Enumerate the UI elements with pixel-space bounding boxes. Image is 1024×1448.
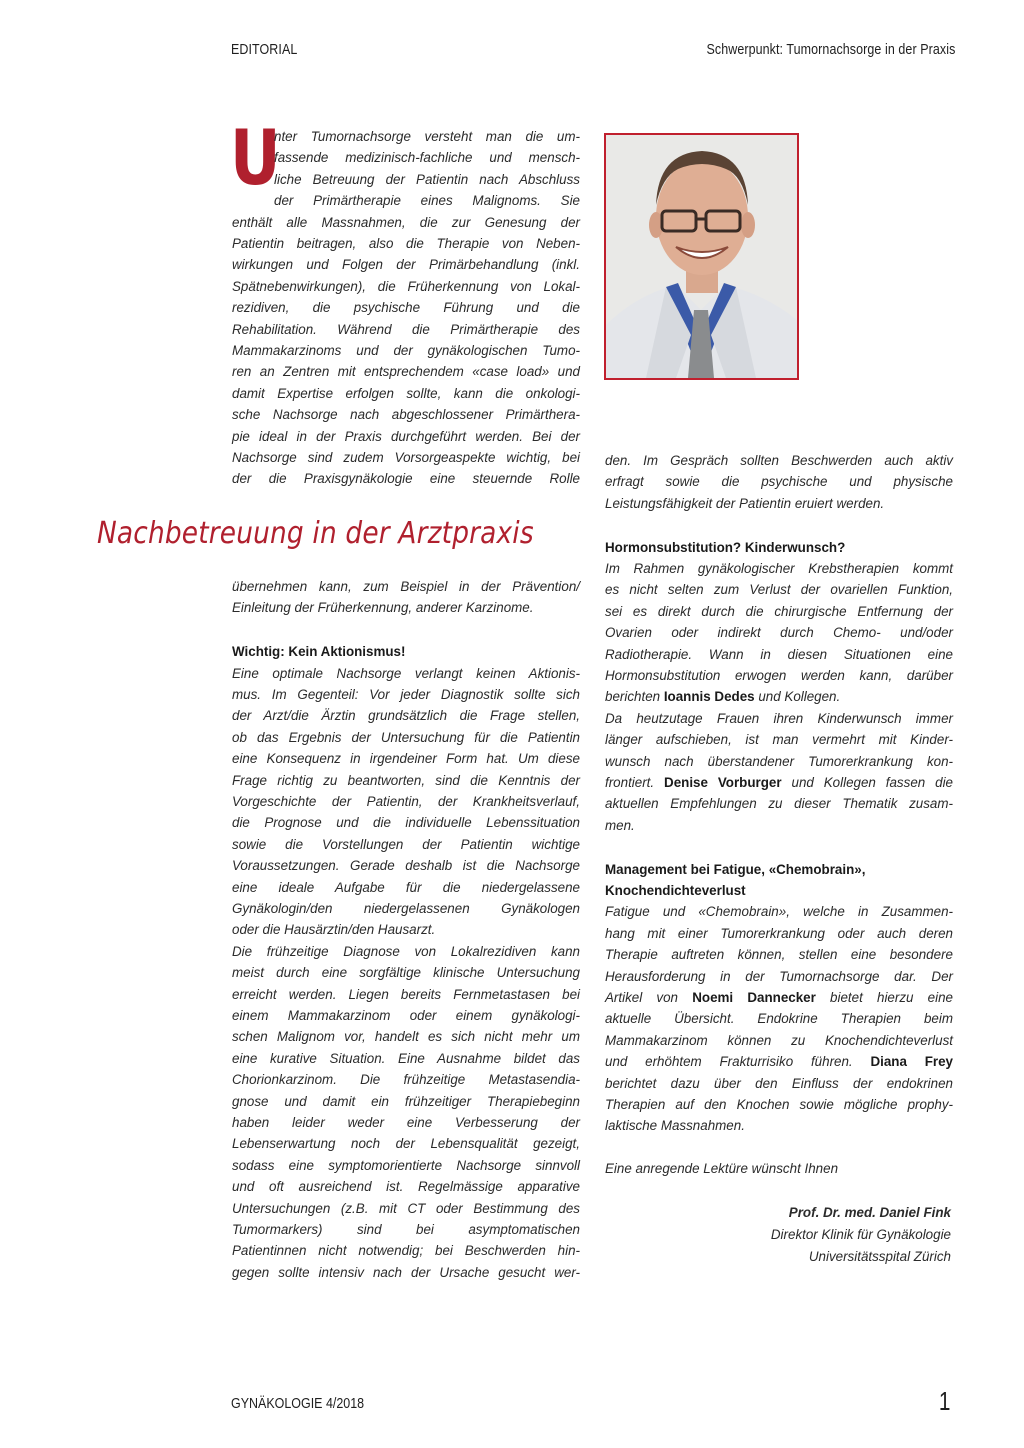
author-photo: [604, 133, 799, 380]
text-line: berichtet dazu über den Einfluss der endokrinen: [605, 1075, 953, 1091]
text-line: einem Mammakarzinom oder einem gynäkologi-: [232, 1008, 580, 1023]
text-line: Frage richtig zu beantworten, sind die Kenntnis der: [232, 772, 580, 788]
text-line: nter Tumornachsorge versteht man die um-: [274, 129, 580, 144]
text-line: meist durch eine sorgfältige klinische Untersuchung: [232, 965, 580, 981]
text-line: Herausforderung in der Tumornachsorge dar. Der: [605, 968, 953, 984]
text-line: schen Malignom vor, handelt es sich nicht mehr um: [232, 1029, 580, 1045]
text-line: Leistungsfähigkeit der Patientin eruiert werden.: [605, 495, 885, 511]
author-name: Denise Vorburger: [664, 775, 782, 790]
text-line: haben leider weder eine Verbesserung der: [232, 1115, 580, 1130]
section-label: EDITORIAL: [231, 42, 298, 58]
signature-role: Direktor Klinik für Gynäkologie: [770, 1227, 951, 1242]
subheading-fatigue: Management bei Fatigue, «Chemobrain»,: [605, 861, 866, 877]
text-line: den. Im Gespräch sollten Beschwerden auch aktiv: [605, 453, 953, 468]
text-line: oder die Hausärztin/den Hausarzt.: [232, 922, 436, 938]
text-line: eine ideale Aufgabe für die niedergelassene: [232, 879, 580, 895]
text-line: Nachsorge sind zudem Vorsorgeaspekte wichtig, bei: [232, 450, 580, 465]
text-line: Einleitung der Früherkennung, anderer Karzinome.: [232, 600, 534, 616]
subheading-aktionismus: Wichtig: Kein Aktionismus!: [232, 644, 406, 660]
text-line: sei es direkt durch die chirurgische Entfernung der: [605, 603, 953, 619]
text-line: Spätnebenwirkungen), die Früherkennung von Lokal-: [232, 278, 580, 294]
closing-line: Eine anregende Lektüre wünscht Ihnen: [605, 1161, 839, 1176]
text-line: gegen sollte intensiv nach der Ursache gesucht wer-: [232, 1264, 580, 1280]
text-line: Therapien auf den Knochen sowie mögliche prophy-: [605, 1097, 953, 1112]
text-line: aktuelle Übersicht. Endokrine Therapien beim: [605, 1011, 953, 1027]
text-line: Tumormarkers) sind bei asymptomatischen: [232, 1222, 580, 1237]
text-line: Artikel von Noemi Dannecker bietet hierzu eine: [605, 990, 953, 1005]
text-line: wirkungen und Folgen der Primärbehandlung (inkl.: [232, 257, 580, 273]
text-line: ob das Ergebnis der Untersuchung für die Patientin: [232, 729, 580, 745]
text-line: Patientin beitragen, also die Therapie von Neben-: [232, 236, 580, 251]
text-line: und oft ausreichend ist. Regelmässige apparative: [232, 1179, 580, 1195]
text-line: Fatigue und «Chemobrain», welche in Zusammen-: [605, 904, 953, 920]
text-line: Mammakarzinom können zu Knochendichteverlust: [605, 1032, 953, 1048]
text-line: fassende medizinisch-fachliche und mensch-: [274, 150, 580, 166]
text-line: es nicht selten zum Verlust der ovariellen Funktion,: [605, 582, 953, 598]
text-line: Voraussetzungen. Gerade deshalb ist die Nachsorge: [232, 858, 580, 874]
text-line: pie ideal in der Praxis durchgeführt werden. Bei der: [232, 428, 580, 444]
text-line: aktuellen Empfehlungen zu dieser Thematik zusam-: [605, 796, 953, 812]
text-line: Patientinnen nicht notwendig; bei Beschwerden hin-: [232, 1243, 580, 1259]
text-line: enthält alle Massnahmen, die zur Genesung der: [232, 214, 580, 230]
journal-issue: GYNÄKOLOGIE 4/2018: [231, 1396, 365, 1412]
text-line: eine kurative Situation. Eine Ausnahme bildet das: [232, 1050, 580, 1066]
text-line: Chorionkarzinom. Die frühzeitige Metastasendia-: [232, 1072, 580, 1088]
text-line: Mammakarzinoms und der gynäkologischen Tumo-: [232, 343, 580, 358]
text-line: Da heutzutage Frauen ihren Kinderwunsch immer: [605, 710, 953, 726]
text-line: der Primärtherapie eines Malignoms. Sie: [274, 193, 580, 209]
text-line: berichten Ioannis Dedes und Kollegen.: [605, 689, 841, 705]
text-line: Im Rahmen gynäkologischer Krebstherapien kommt: [605, 561, 953, 576]
text-line: wunsch nach überstandener Tumorerkrankung kon-: [605, 753, 953, 769]
subheading-knochen: Knochendichteverlust: [605, 883, 746, 898]
page-number: 1: [938, 1386, 950, 1416]
text-line: der die Praxisgynäkologie eine steuernde Rolle: [232, 471, 580, 487]
text-line: Hormonsubstitution erwogen werden kann, darüber: [605, 668, 953, 683]
author-name: Noemi Dannecker: [692, 990, 816, 1005]
text-line: liche Betreuung der Patientin nach Abschluss: [274, 171, 580, 187]
text-line: rezidiven, die psychische Führung und die: [232, 300, 580, 316]
text-line: Ovarien oder indirekt durch Chemo- und/oder: [605, 625, 953, 641]
text-line: Untersuchungen (z.B. mit CT oder Bestimmung des: [232, 1200, 580, 1216]
text-line: frontiert. Denise Vorburger und Kollegen fassen die: [605, 775, 953, 790]
text-line: Vorgeschichte der Patientin, der Krankheitsverlauf,: [232, 794, 580, 809]
text-line: gnose und damit ein frühzeitiger Therapiebeginn: [232, 1093, 580, 1109]
text-line: mus. Im Gegenteil: Vor jeder Diagnostik sollte sich: [232, 687, 580, 702]
text-line: eine Konsequenz in irgendeiner Form hat. Um diese: [232, 751, 580, 767]
text-line: Die frühzeitige Diagnose von Lokalrezidiven kann: [232, 943, 580, 959]
text-line: Gynäkologin/den niedergelassenen Gynäkologen: [232, 901, 580, 916]
text-line: damit Expertise erfolgen sollte, kann die onkologi-: [232, 385, 580, 401]
text-line: Eine optimale Nachsorge verlangt keinen Aktionis-: [232, 665, 580, 681]
text-line: ren an Zentren mit entsprechendem «case load» und: [232, 364, 580, 380]
signature-name: Prof. Dr. med. Daniel Fink: [788, 1205, 951, 1220]
text-line: Radiotherapie. Wann in diesen Situationen eine: [605, 646, 953, 662]
text-line: hang mit einer Tumorerkrankung oder auch deren: [605, 925, 953, 941]
drop-cap: U: [230, 113, 281, 202]
text-line: der Arzt/die Ärztin grundsätzlich die Frage stellen,: [232, 708, 580, 724]
text-line: laktische Massnahmen.: [605, 1118, 745, 1134]
text-line: men.: [605, 817, 635, 833]
text-line: sodass eine symptomorientierte Nachsorge sinnvoll: [232, 1157, 580, 1173]
author-name: Diana Frey: [870, 1054, 953, 1070]
text-line: länger aufschieben, ist man vermehrt mit Kinder-: [605, 732, 953, 748]
article-title: Nachbetreuung in der Arztpraxis: [97, 516, 534, 551]
text-line: die Prognose und die individuelle Lebenssituation: [232, 815, 580, 831]
text-line: Rehabilitation. Während die Primärtherapie des: [232, 321, 580, 337]
text-line: übernehmen kann, zum Beispiel in der Prävention/: [232, 579, 580, 594]
subheading-hormonsubstitution: Hormonsubstitution? Kinderwunsch?: [605, 539, 846, 555]
text-line: und erhöhtem Frakturrisiko führen. Diana Frey: [605, 1054, 953, 1070]
text-line: sowie die Vorstellungen der Patientin wichtige: [232, 836, 580, 852]
text-line: Therapie auftreten können, stellen eine besondere: [605, 947, 953, 963]
portrait-illustration: [606, 135, 797, 378]
signature-institution: Universitätsspital Zürich: [808, 1249, 951, 1264]
text-line: Lebenserwartung noch der Lebensqualität gezeigt,: [232, 1136, 580, 1152]
author-name: Ioannis Dedes: [663, 689, 755, 705]
text-line: erreicht werden. Liegen bereits Fernmetastasen bei: [232, 986, 580, 1002]
text-line: erfragt sowie die psychische und physische: [605, 474, 953, 490]
topic-label: Schwerpunkt: Tumornachsorge in der Praxis: [706, 42, 955, 58]
text-line: sche Nachsorge nach abgeschlossener Primärthera-: [232, 407, 580, 423]
